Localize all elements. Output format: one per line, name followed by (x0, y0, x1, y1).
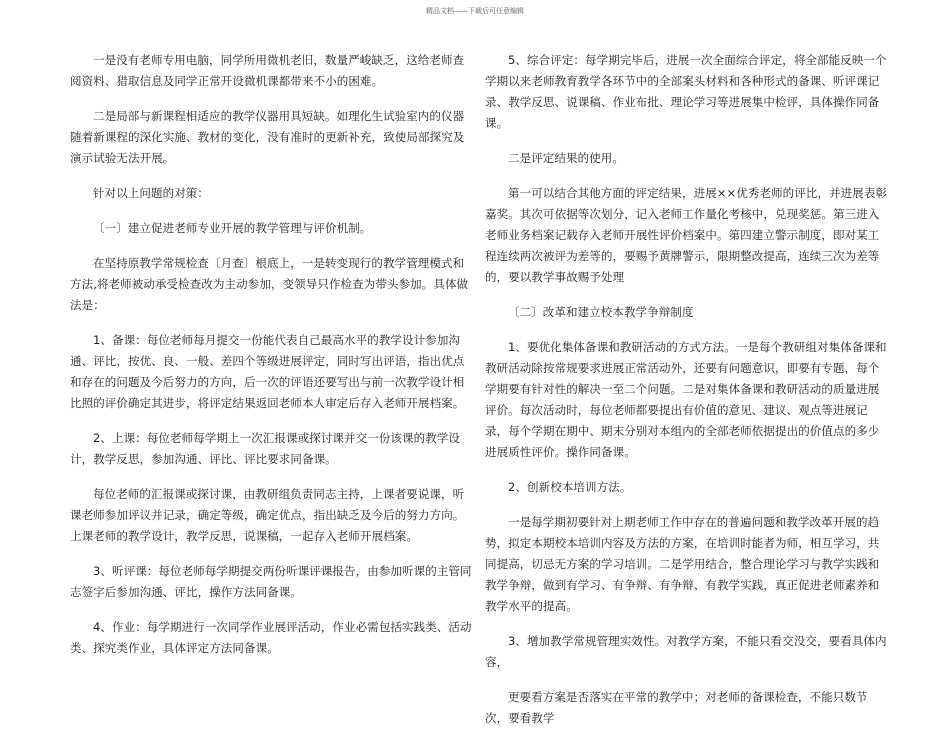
paragraph: 一是每学期初要针对上期老师工作中存在的普遍问题和教学改革开展的趋势，拟定本期校本培训内容及方法的方案，在培训时能者为师，相互学习，共同提高，切忌无方案的学习培训。二是学用结合，整合理论学习与教学实践和教学争辩，做到有学习、有争辩、有争辩、有教学实践，真正促进老师素养和教学水平的提高。 (485, 515, 880, 613)
paragraph: 2、创新校本培训方法。 (508, 480, 632, 494)
paragraph: 〔一〕建立促进老师专业开展的教学管理与评价机制。 (93, 221, 372, 235)
paragraph: 第一可以结合其他方面的评定结果，进展××优秀老师的评比，并进展表彰嘉奖。其次可依据等次划分，记入老师工作量化考核中，兑现奖惩。第三进入老师业务档案记载存入老师开展性评价档案中。第四建立警示制度，即对某工程连续两次被评为差等的，要赐予黄牌警示，限期整改提高，连续三次为差等的，要以教学事故赐予处理 (485, 186, 888, 284)
paragraph: 二是评定结果的使用。 (508, 151, 624, 165)
paragraph: 一是没有老师专用电脑，同学所用微机老旧，数量严峻缺乏，这给老师查阅资料、猎取信息及同学正常开设微机课都带来不小的困难。 (70, 53, 465, 88)
paragraph: 每位老师的汇报课或探讨课，由教研组负责同志主持，上课者要说课，听课老师参加评议并记录，确定等级，确定优点，指出缺乏及今后的努力方向。上课老师的教学设计，教学反思，说课稿，一起存入老师开展档案。 (70, 487, 465, 543)
page-header: 精品文档——下载后可任意编辑 (426, 7, 524, 15)
left-column (70, 50, 474, 673)
paragraph: 〔二〕改革和建立校本教学争辩制度 (508, 305, 694, 319)
paragraph: 3、听评课：每位老师每学期提交两份听课评课报告，由参加听课的主管同志签字后参加沟通、评比，操作方法同备课。 (70, 564, 472, 599)
paragraph: 2、上课：每位老师每学期上一次汇报课或探讨课并交一份该课的教学设计，教学反思，参加沟通、评比、评比要求同备课。 (70, 431, 461, 466)
paragraph: 在坚持原教学常规检查〔月查〕根底上，一是转变现行的教学管理模式和方法,将老师被动承受检查改为主动参加，变领导只作检查为带头参加。具体做法是： (70, 256, 469, 312)
paragraph: 1、备课：每位老师每月提交一份能代表自己最高水平的教学设计参加沟通、评比，按优、良、一般、差四个等级进展评定，同时写出评语，指出优点和存在的问题及今后努力的方向，后一次的评语还要写出与前一次教学设计相比照的评价确定其进步，将评定结果返回老师本人审定后存入老师开展档案。 (70, 333, 465, 410)
right-column (485, 50, 889, 743)
paragraph: 3、增加教学常规管理实效性。对教学方案，不能只看交没交，要看具体内容， (485, 634, 887, 669)
paragraph: 5、综合评定：每学期完毕后，进展一次全面综合评定，将全部能反映一个学期以来老师教育教学各环节中的全部案头材料和各种形式的备课、听评课记录、教学反思、说课稿、作业布批、理论学习等进展集中检评，具体操作同备课。 (485, 53, 887, 130)
paragraph: 更要看方案是否落实在平常的教学中；对老师的备课检查，不能只数节次，要看教学 (485, 690, 868, 725)
paragraph: 1、要优化集体备课和教研活动的方式方法。一是每个教研组对集体备课和教研活动除按常规要求进展正常活动外，还要有问题意识，即要有专题，每个学期要有针对性的解决一至二个问题。二是对集体备课和教研活动的质量进展评价。每次活动时，每位老师都要提出有价值的意见、建议、观点等进展记录，每个学期在期中、期末分别对本组内的全部老师依据提出的价值点的多少进展质性评价。操作同备课。 (485, 340, 887, 459)
paragraph: 4、作业：每学期进行一次同学作业展评活动，作业必需包括实践类、活动类、探究类作业，具体评定方法同备课。 (70, 620, 472, 655)
paragraph: 二是局部与新课程相适应的教学仪器用具短缺。如理化生试验室内的仪器随着新课程的深化实施、教材的变化，没有准时的更新补充，致使局部探究及演示试验无法开展。 (70, 109, 465, 165)
paragraph: 针对以上问题的对策： (93, 186, 209, 200)
